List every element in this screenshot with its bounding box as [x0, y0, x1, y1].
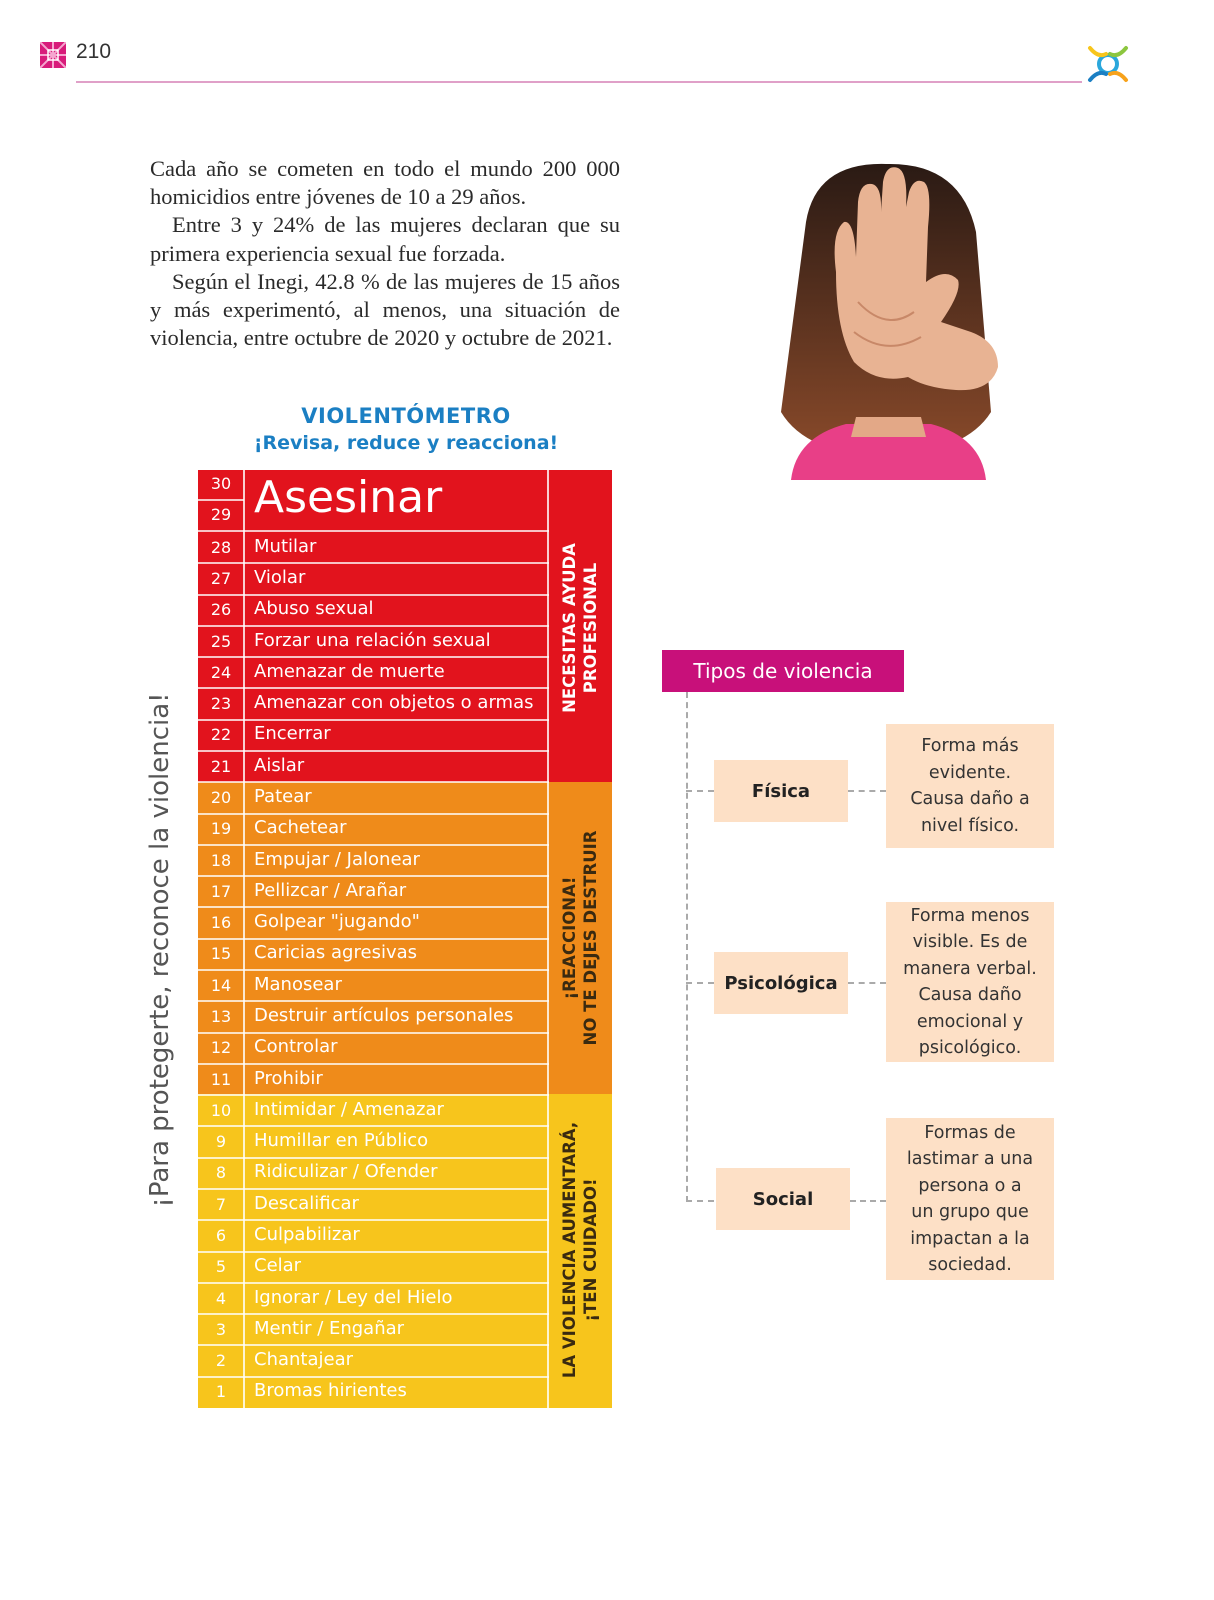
desc-fisica [886, 724, 1054, 848]
number-rule [198, 938, 244, 940]
type-psicologica: Psicológica [714, 952, 848, 1014]
desc-line: Formas de [924, 1122, 1016, 1143]
number-rule [198, 1376, 244, 1378]
row-rule [244, 1344, 549, 1346]
row-rule [244, 938, 549, 940]
level-number: 7 [215, 1194, 227, 1214]
number-rule [198, 1000, 244, 1002]
row-rule [244, 1282, 549, 1284]
level-label: Celar [254, 1255, 302, 1277]
desc-line: manera verbal. [903, 958, 1037, 979]
row-rule [244, 656, 549, 658]
number-rule [198, 750, 244, 752]
type-social: Social [716, 1168, 850, 1230]
level-number: 26 [210, 600, 232, 620]
number-rule [198, 1094, 244, 1096]
number-rule [198, 813, 244, 815]
connector-line [850, 1200, 886, 1202]
violentometro-title: VIOLENTÓMETRO [301, 404, 511, 428]
level-number: 15 [210, 944, 232, 964]
row-rule [244, 719, 549, 721]
intro-paragraph: Cada año se cometen en todo el mundo 200 000 homicidios entre jóvenes de 10 a 29 años. [150, 156, 620, 210]
desc-line: Causa daño [918, 985, 1022, 1005]
row-rule [244, 906, 549, 908]
connector-line [686, 982, 714, 984]
zone-label-line: ¡TEN CUIDADO! [581, 1178, 600, 1322]
level-label: Forzar una relación sexual [254, 629, 491, 651]
level-number: 14 [210, 975, 232, 995]
desc-line: visible. Es de [912, 932, 1028, 952]
number-rule [198, 1032, 244, 1034]
zone-label-line: LA VIOLENCIA AUMENTARÁ, [560, 1121, 579, 1379]
number-rule [198, 687, 244, 689]
level-label: Intimidar / Amenazar [254, 1098, 444, 1120]
level-number: 11 [210, 1069, 232, 1089]
row-rule [244, 687, 549, 689]
number-rule [198, 499, 244, 501]
row-rule [244, 1094, 549, 1096]
level-label: Ignorar / Ley del Hielo [254, 1286, 453, 1308]
level-number: 18 [210, 850, 232, 870]
connector-line [686, 692, 688, 1202]
row-rule [244, 1251, 549, 1253]
level-number: 3 [215, 1319, 227, 1339]
level-label: Amenazar de muerte [254, 660, 445, 682]
number-rule [198, 530, 244, 532]
level-number: 28 [210, 537, 232, 557]
desc-social [886, 1118, 1054, 1280]
zone-label-line: PROFESIONAL [581, 562, 600, 694]
zone-label-red [559, 543, 601, 713]
level-label: Amenazar con objetos o armas [254, 692, 534, 714]
level-label: Ridiculizar / Ofender [254, 1161, 438, 1183]
desc-psicologica [886, 902, 1054, 1062]
level-number: 2 [215, 1351, 227, 1371]
row-rule [244, 781, 549, 783]
row-rule [244, 1032, 549, 1034]
row-rule [244, 625, 549, 627]
number-rule [198, 562, 244, 564]
level-number: 1 [215, 1382, 227, 1402]
level-number: 19 [210, 819, 232, 839]
number-rule [198, 594, 244, 596]
level-label: Chantajear [254, 1349, 354, 1371]
side-caption: ¡Para protegerte, reconoce la violencia! [145, 692, 175, 1208]
level-label: Caricias agresivas [254, 942, 418, 964]
woman-stop-hand-photo [736, 162, 1036, 480]
level-label: Culpabilizar [254, 1223, 360, 1245]
violentometro-subtitle: ¡Revisa, reduce y reacciona! [253, 432, 559, 454]
number-rule [198, 719, 244, 721]
desc-line: emocional y [916, 1011, 1024, 1032]
row-rule [244, 1188, 549, 1190]
level-number: 25 [210, 631, 232, 651]
desc-line: Forma menos [910, 905, 1030, 926]
number-rule [198, 906, 244, 908]
number-rule [198, 781, 244, 783]
connector-line [848, 982, 886, 984]
row-rule [244, 1000, 549, 1002]
row-rule [244, 562, 549, 564]
level-label: Golpear "jugando" [254, 911, 420, 933]
row-rule [244, 969, 549, 971]
level-number: 6 [215, 1225, 227, 1245]
desc-line: evidente. [928, 762, 1012, 783]
level-number: 5 [215, 1257, 227, 1277]
number-rule [198, 844, 244, 846]
level-label: Abuso sexual [254, 598, 374, 620]
number-rule [198, 656, 244, 658]
row-rule [244, 1219, 549, 1221]
desc-line: Forma más [921, 736, 1019, 756]
level-label: Cachetear [254, 817, 347, 839]
level-number: 13 [210, 1006, 232, 1026]
level-label: Humillar en Público [254, 1130, 429, 1152]
level-label: Controlar [254, 1036, 338, 1058]
level-label: Mentir / Engañar [254, 1317, 405, 1339]
number-rule [198, 1344, 244, 1346]
type-fisica: Física [714, 760, 848, 822]
number-rule [198, 1157, 244, 1159]
level-number: 9 [215, 1132, 227, 1152]
row-rule [244, 1063, 549, 1065]
number-rule [198, 1313, 244, 1315]
desc-line: psicológico. [918, 1038, 1022, 1058]
level-number: 20 [210, 787, 232, 807]
number-rule [198, 625, 244, 627]
desc-line: lastimar a una [906, 1149, 1034, 1169]
row-rule [244, 1125, 549, 1127]
desc-line: Causa daño a [910, 789, 1030, 809]
desc-line: nivel físico. [920, 815, 1020, 836]
zone-label-line: ¡REACCIONA! [560, 876, 579, 1000]
level-number: 12 [210, 1038, 232, 1058]
row-rule [244, 875, 549, 877]
tipos-title: Tipos de violencia [662, 650, 904, 692]
level-label: Violar [254, 566, 306, 588]
number-rule [198, 1219, 244, 1221]
level-number: 17 [210, 881, 232, 901]
level-number: 23 [210, 694, 232, 714]
row-rule [244, 813, 549, 815]
number-rule [198, 969, 244, 971]
level-number: 16 [210, 913, 232, 933]
level-number: 27 [210, 568, 232, 588]
number-rule [198, 1188, 244, 1190]
connector-line [848, 790, 886, 792]
level-label: Pellizcar / Arañar [254, 879, 407, 901]
level-number: 8 [215, 1163, 227, 1183]
level-number: 30 [210, 474, 232, 493]
row-rule [244, 1313, 549, 1315]
book-logo-icon [1084, 40, 1132, 88]
desc-line: impactan a la [910, 1228, 1030, 1249]
connector-line [686, 790, 714, 792]
row-rule [244, 1376, 549, 1378]
desc-line: un grupo que [911, 1202, 1029, 1222]
row-rule [244, 1157, 549, 1159]
level-number: 29 [210, 505, 232, 524]
header-rule [76, 81, 1082, 83]
intro-text [150, 155, 620, 352]
level-label: Mutilar [254, 535, 317, 557]
zone-label-line: NO TE DEJES DESTRUIR [581, 830, 600, 1046]
level-label: Aislar [254, 754, 305, 776]
intro-paragraph: Según el Inegi, 42.8 % de las mujeres de 15 años y más experimentó, al menos, una situación de violencia, entre octubre de 2020 y octubre de 2021. [150, 268, 620, 351]
zone-label-orange [559, 831, 601, 1046]
number-rule [198, 875, 244, 877]
number-rule [198, 1282, 244, 1284]
desc-line: persona o a [918, 1175, 1022, 1196]
level-label: Destruir artículos personales [254, 1004, 514, 1026]
row-rule [244, 750, 549, 752]
number-rule [198, 1063, 244, 1065]
level-number: 10 [210, 1100, 232, 1120]
desc-line: sociedad. [928, 1255, 1012, 1275]
level-label: Descalificar [254, 1192, 359, 1214]
level-label: Manosear [254, 973, 342, 995]
level-label: Patear [254, 785, 312, 807]
page-number: 210 [76, 40, 112, 63]
page-corner-pattern-icon [40, 42, 66, 68]
row-rule [244, 844, 549, 846]
connector-line [686, 1200, 714, 1202]
row-rule [244, 530, 549, 532]
level-label: Empujar / Jalonear [254, 848, 420, 870]
level-label: Prohibir [254, 1067, 323, 1089]
zone-label-yellow [559, 1122, 601, 1378]
level-number: 21 [210, 756, 232, 776]
level-number: 22 [210, 725, 232, 745]
zone-label-line: NECESITAS AYUDA [560, 543, 579, 713]
level-label: Encerrar [254, 723, 331, 745]
violentometro-scale [198, 470, 612, 1408]
level-number: 4 [215, 1288, 227, 1308]
level-number: 24 [210, 662, 232, 682]
level-label: Bromas hirientes [254, 1380, 407, 1402]
number-rule [198, 1125, 244, 1127]
level-label-top: Asesinar [254, 472, 443, 523]
row-rule [244, 594, 549, 596]
number-rule [198, 1251, 244, 1253]
intro-paragraph: Entre 3 y 24% de las mujeres declaran que su primera experiencia sexual fue forzada. [150, 212, 620, 266]
